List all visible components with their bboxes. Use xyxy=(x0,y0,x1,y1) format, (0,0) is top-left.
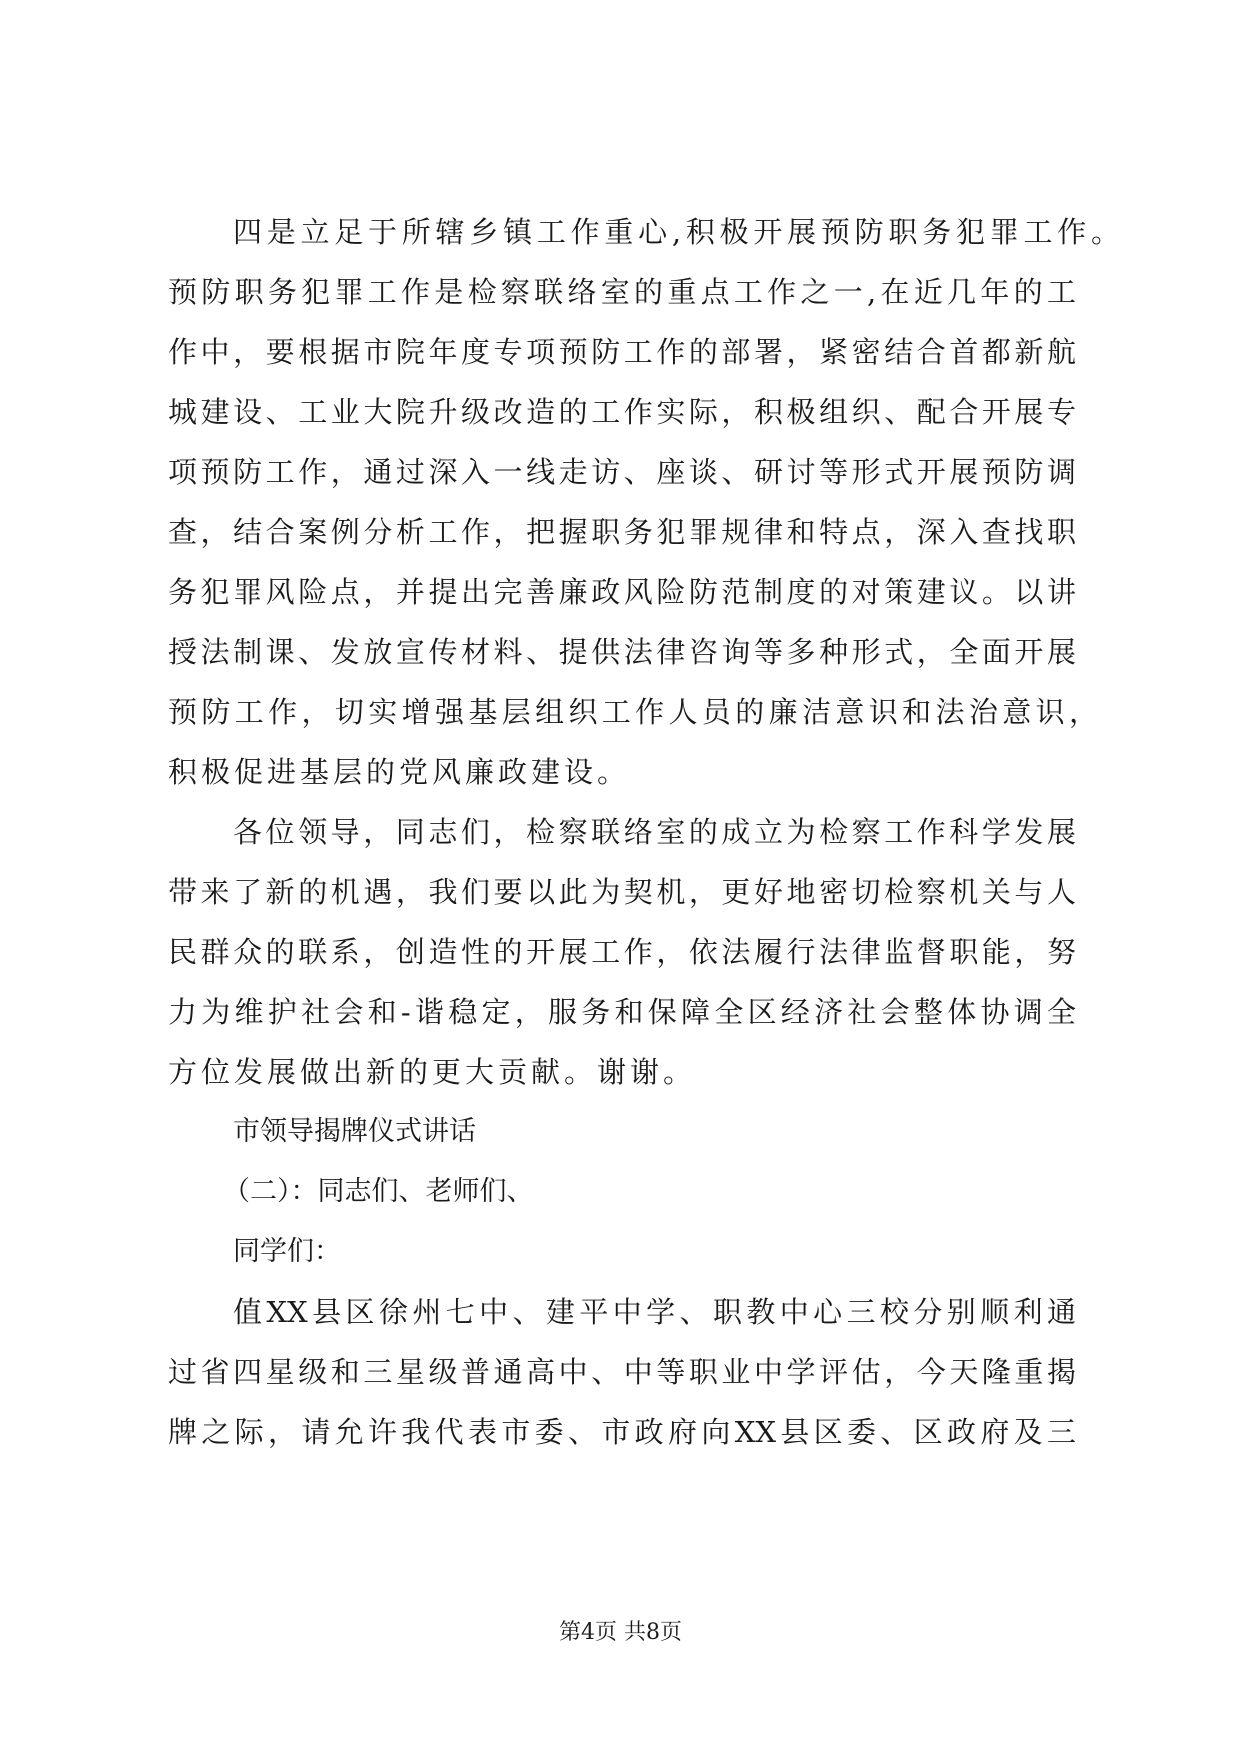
page-footer: 第4页 共8页 xyxy=(559,1620,682,1645)
salutation-line: 同学们： xyxy=(233,1236,341,1267)
paragraph-line: 授法制课、发放宣传材料、提供法律咨询等多种形式，全面开展 xyxy=(168,635,1076,669)
paragraph-line: 查，结合案例分析工作，把握职务犯罪规律和特点，深入查找职 xyxy=(168,515,1076,549)
salutation-line: （二）：同志们、老师们、 xyxy=(223,1176,534,1207)
paragraph-line: 带来了新的机遇，我们要以此为契机，更好地密切检察机关与人 xyxy=(168,875,1076,909)
paragraph-line: 方位发展做出新的更大贡献。谢谢。 xyxy=(168,1055,697,1089)
paragraph-line: 各位领导，同志们，检察联络室的成立为检察工作科学发展 xyxy=(233,815,1076,849)
paragraph-line: 四是立足于所辖乡镇工作重心,积极开展预防职务犯罪工作。 xyxy=(233,215,1120,249)
paragraph-line: 过省四星级和三星级普通高中、中等职业中学评估，今天隆重揭 xyxy=(168,1355,1076,1389)
paragraph-line: 民群众的联系，创造性的开展工作，依法履行法律监督职能，努 xyxy=(168,935,1076,969)
paragraph-line: 预防工作，切实增强基层组织工作人员的廉洁意识和法治意识， xyxy=(168,695,1098,729)
paragraph-line: 作中，要根据市院年度专项预防工作的部署，紧密结合首都新航 xyxy=(168,335,1076,369)
paragraph-line: 值XX县区徐州七中、建平中学、职教中心三校分别顺利通 xyxy=(233,1295,1076,1329)
paragraph-line: 项预防工作，通过深入一线走访、座谈、研讨等形式开展预防调 xyxy=(168,455,1076,489)
paragraph-line: 城建设、工业大院升级改造的工作实际，积极组织、配合开展专 xyxy=(168,395,1076,429)
paragraph-line: 预防职务犯罪工作是检察联络室的重点工作之一,在近几年的工 xyxy=(168,275,1076,309)
section-heading: 市领导揭牌仪式讲话 xyxy=(233,1116,476,1147)
paragraph-line: 力为维护社会和-谐稳定，服务和保障全区经济社会整体协调全 xyxy=(168,995,1076,1029)
paragraph-line: 牌之际，请允许我代表市委、市政府向XX县区委、区政府及三 xyxy=(168,1415,1076,1449)
paragraph-line: 积极促进基层的党风廉政建设。 xyxy=(168,755,631,789)
paragraph-line: 务犯罪风险点，并提出完善廉政风险防范制度的对策建议。以讲 xyxy=(168,575,1076,609)
